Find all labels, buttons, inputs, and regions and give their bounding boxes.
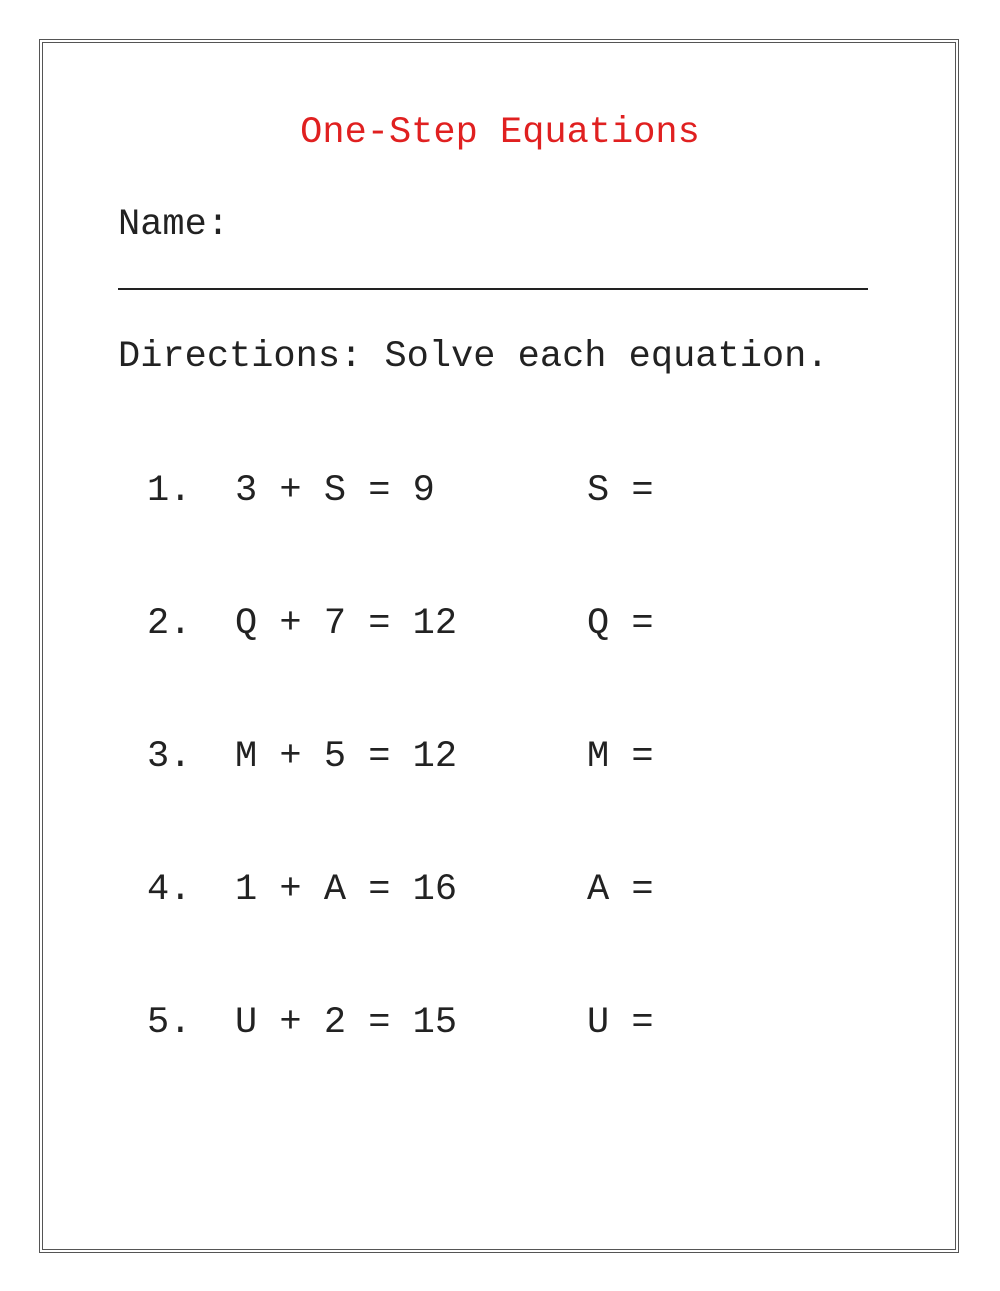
problem-row (0, 736, 1000, 786)
problem-row (0, 869, 1000, 919)
answer-label: Q = (587, 603, 654, 645)
problem-equation: U + 2 = 15 (235, 1002, 458, 1044)
problem-equation: Q + 7 = 12 (235, 603, 458, 645)
problem-equation: 1 + A = 16 (235, 869, 458, 911)
answer-label: U = (587, 1002, 654, 1044)
name-input-line[interactable] (118, 288, 868, 290)
problem-row (0, 1002, 1000, 1052)
directions-text: Directions: Solve each equation. (118, 336, 829, 378)
problem-row (0, 603, 1000, 653)
name-label: Name: (118, 204, 230, 246)
problem-number: 2. (147, 603, 192, 645)
problem-number: 4. (147, 869, 192, 911)
problem-number: 1. (147, 470, 192, 512)
answer-input[interactable] (670, 871, 850, 913)
worksheet-title: One-Step Equations (300, 112, 700, 154)
answer-input[interactable] (670, 605, 850, 647)
answer-label: S = (587, 470, 654, 512)
problem-number: 3. (147, 736, 192, 778)
problem-equation: 3 + S = 9 (235, 470, 435, 512)
problem-number: 5. (147, 1002, 192, 1044)
answer-input[interactable] (670, 1004, 850, 1046)
answer-label: A = (587, 869, 654, 911)
problem-row (0, 470, 1000, 520)
answer-input[interactable] (670, 738, 850, 780)
answer-input[interactable] (670, 472, 850, 514)
answer-label: M = (587, 736, 654, 778)
problem-equation: M + 5 = 12 (235, 736, 458, 778)
